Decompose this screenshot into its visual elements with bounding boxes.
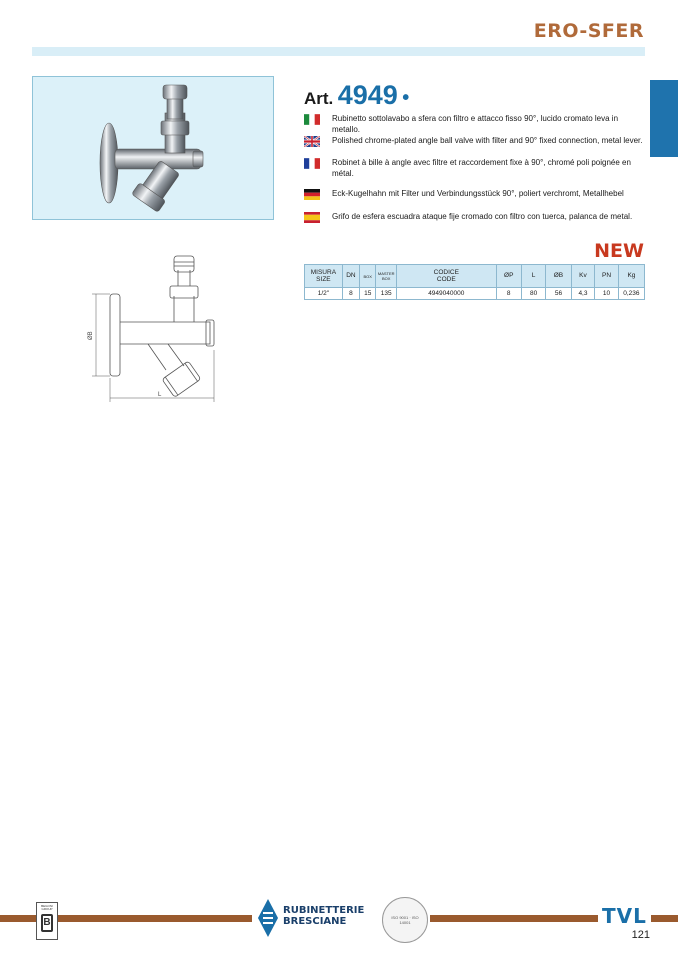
iso-seal-text: ISO 9001 · ISO 14001 bbox=[391, 915, 419, 925]
cell-size: 1/2" bbox=[305, 288, 343, 300]
france-flag-icon bbox=[304, 158, 320, 169]
tvl-logo: TVL bbox=[598, 905, 651, 927]
cell-box: 15 bbox=[360, 288, 376, 300]
rubinetterie-bresciane-line2: BRESCIANE bbox=[283, 916, 347, 927]
new-badge: NEW bbox=[594, 240, 644, 262]
begoni-group-logo-text: BEGONI GROUP bbox=[41, 904, 53, 911]
cell-kv: 4,3 bbox=[571, 288, 595, 300]
article-prefix: Art. bbox=[304, 89, 334, 108]
uk-flag-icon bbox=[304, 136, 320, 147]
germany-flag-icon bbox=[304, 189, 320, 200]
begoni-b-icon: B bbox=[41, 914, 53, 932]
col-header-ob: ØB bbox=[546, 265, 571, 288]
header-band bbox=[32, 47, 645, 56]
rubinetterie-bresciane-line1: RUBINETTERIE bbox=[283, 905, 365, 916]
cell-dn: 8 bbox=[342, 288, 359, 300]
dimension-b-label: ØB bbox=[88, 331, 94, 340]
cell-kg: 0,236 bbox=[618, 288, 644, 300]
valve-photo-illustration bbox=[33, 77, 273, 219]
col-header-kv: Kv bbox=[571, 265, 595, 288]
description-text-it: Rubinetto sottolavabo a sfera con filtro e attacco fisso 90°, lucido cromato leva in metallo. bbox=[332, 114, 619, 134]
spain-flag-icon bbox=[304, 212, 320, 223]
cell-op: 8 bbox=[496, 288, 521, 300]
iso-certification-seal bbox=[382, 897, 428, 943]
cell-master-box: 135 bbox=[376, 288, 397, 300]
article-marker: • bbox=[402, 87, 410, 109]
description-it bbox=[304, 113, 646, 135]
rubinetterie-bresciane-icon bbox=[258, 899, 278, 937]
dimension-l-label: L bbox=[158, 392, 162, 398]
description-text-en: Polished chrome-plated angle ball valve with filter and 90° fixed connection, metal lever. bbox=[332, 136, 643, 145]
italy-flag-icon bbox=[304, 114, 320, 125]
article-heading bbox=[304, 80, 409, 111]
col-header-master-box: MASTER BOX bbox=[376, 265, 397, 288]
valve-technical-drawing bbox=[70, 250, 230, 410]
section-title: ERO-SFER bbox=[533, 20, 644, 42]
col-header-op: ØP bbox=[496, 265, 521, 288]
col-header-pn: PN bbox=[595, 265, 619, 288]
cell-l: 80 bbox=[521, 288, 545, 300]
col-header-kg: Kg bbox=[618, 265, 644, 288]
col-header-dn: DN bbox=[342, 265, 359, 288]
begoni-group-logo bbox=[36, 902, 58, 940]
description-text-es: Grifo de esfera escuadra ataque fije cromado con filtro con tuerca, palanca de metal. bbox=[332, 212, 633, 221]
technical-drawing bbox=[70, 250, 230, 415]
col-header-size: MISURA SIZE bbox=[305, 265, 343, 288]
rubinetterie-bresciane-logo bbox=[281, 905, 375, 927]
col-header-box: BOX bbox=[360, 265, 376, 288]
description-text-de: Eck-Kugelhahn mit Filter und Verbindungsstück 90°, poliert verchromt, Metallhebel bbox=[332, 189, 624, 198]
spec-table bbox=[304, 264, 645, 300]
cell-ob: 56 bbox=[546, 288, 571, 300]
page-number: 121 bbox=[631, 929, 650, 941]
description-es bbox=[304, 211, 646, 223]
section-side-tab bbox=[650, 80, 678, 157]
table-header-row bbox=[305, 265, 645, 288]
description-en bbox=[304, 135, 646, 147]
article-number: 4949 bbox=[337, 80, 398, 110]
cell-code: 4949040000 bbox=[397, 288, 496, 300]
col-header-l: L bbox=[521, 265, 545, 288]
description-fr bbox=[304, 157, 646, 179]
description-de bbox=[304, 188, 646, 200]
product-photo bbox=[32, 76, 274, 220]
description-text-fr: Robinet à bille à angle avec filtre et raccordement fixe à 90°, chromé poli poignée en métal. bbox=[332, 158, 631, 178]
table-row bbox=[305, 288, 645, 300]
cell-pn: 10 bbox=[595, 288, 619, 300]
col-header-code: CODICE CODE bbox=[397, 265, 496, 288]
